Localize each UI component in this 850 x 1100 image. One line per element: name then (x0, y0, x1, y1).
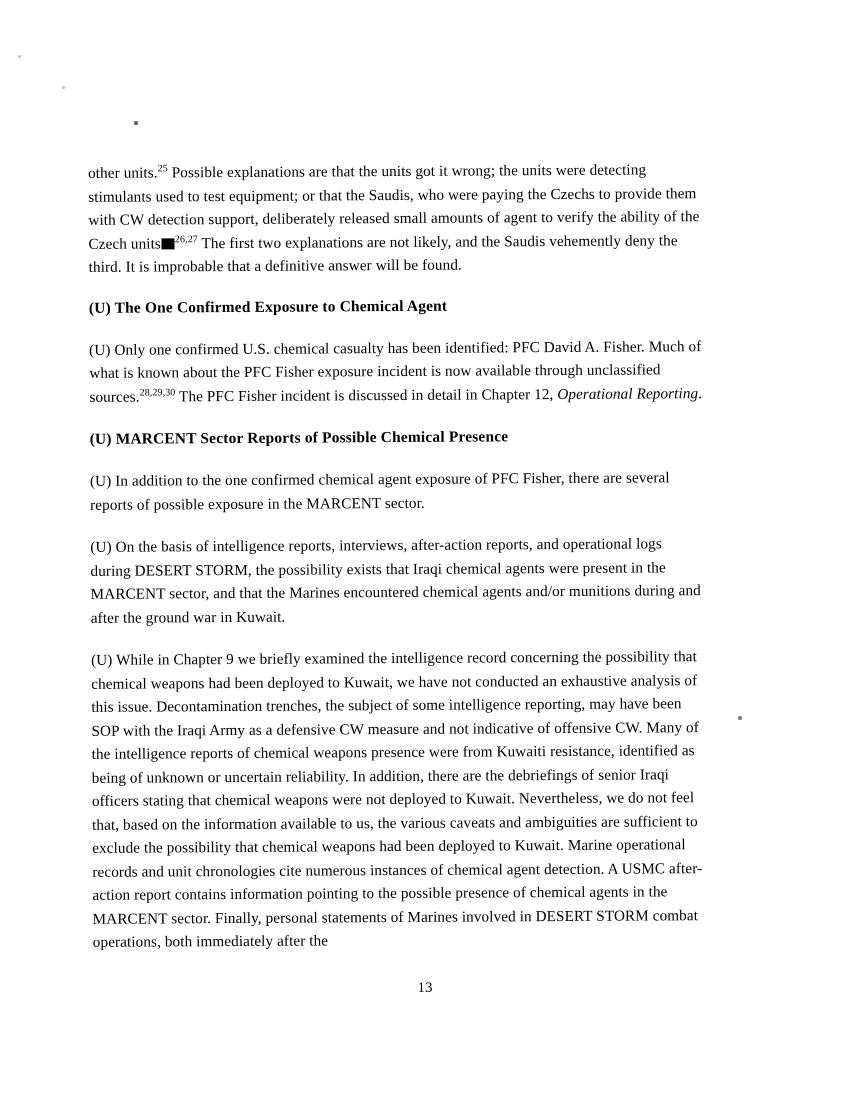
scan-speck (18, 55, 21, 58)
paragraph-text: The first two explanations are not likely, and the Saudis vehemently deny the third. It is improbable that a definitive answer will be found. (88, 231, 678, 276)
paragraph-text: . (698, 384, 703, 402)
paragraph-text: other units. (88, 164, 158, 182)
footnote-marker: 26,27 (174, 233, 198, 245)
scan-speck (738, 716, 742, 720)
paragraph-intelligence-basis: (U) On the basis of intelligence reports, interviews, after-action reports, and operational logs during DESERT STORM, the possibility exists that Iraqi chemical agents were present in the MARCENT sector, and that the Marines encountered chemical agents and/or munitions during and after the ground war in Kuwait. (90, 535, 701, 627)
paragraph-other-units (88, 158, 703, 279)
footnote-marker: 25 (157, 163, 168, 175)
scan-speck (134, 121, 138, 125)
paragraph-text: The PFC Fisher incident is discussed in detail in Chapter 12, (175, 385, 558, 405)
paragraph-text: Possible explanations are that the units got it wrong; the units were detecting stimulants used to test equipment; or that the Saudis, who were paying the Czechs to provide them with CW detection support, deliberately released small amounts of agent to verify the ability of the Czech units (88, 161, 700, 253)
section-heading-confirmed-exposure: (U) The One Confirmed Exposure to Chemical Agent (88, 297, 448, 317)
footnote-marker: 28,29,30 (139, 386, 176, 399)
scan-speck (62, 86, 65, 89)
paragraph-fisher (89, 335, 703, 409)
section-heading-marcent-reports: (U) MARCENT Sector Reports of Possible Chemical Presence (89, 428, 509, 448)
paragraph-chapter9-analysis: (U) While in Chapter 9 we briefly examined the intelligence record concerning the possibility that chemical weapons had been deployed to Kuwait, we have not conducted an exhaustive analysis of this issue. Decontamination trenches, the subject of some intelligence reporting, may have been SOP with the Iraqi Army as a defensive CW measure and not indicative of offensive CW. Many of the intelligence reports of chemical weapons presence were from Kuwaiti resistance, identified as being of unknown or uncertain reliability. In addition, there are the debriefings of senior Iraqi officers stating that chemical weapons were not deployed to Kuwait. Nevertheless, we do not feel that, based on the information available to us, the various caveats and ambiguities are sufficient to exclude the possibility that chemical weapons had been deployed to Kuwait. Marine operational records and unit chronologies cite numerous instances of chemical agent detection. A USMC after-action report contains information pointing to the possible presence of chemical agents in the MARCENT sector. Finally, personal statements of Marines involved in DESERT STORM combat operations, both immediately after the (90, 648, 703, 951)
document-body (88, 158, 707, 973)
redaction-mark (162, 238, 175, 249)
page-number: 13 (417, 980, 433, 996)
paragraph-text: (U) Only one confirmed U.S. chemical casualty has been identified: PFC David A. Fisher. Much of what is known about the PFC Fisher exposure incident is now available through unclassified sources. (89, 337, 702, 406)
chapter-title-italic: Operational Reporting (557, 384, 699, 403)
paragraph-marcent-intro: (U) In addition to the one confirmed chemical agent exposure of PFC Fisher, there are several reports of possible exposure in the MARCENT sector. (89, 469, 670, 514)
